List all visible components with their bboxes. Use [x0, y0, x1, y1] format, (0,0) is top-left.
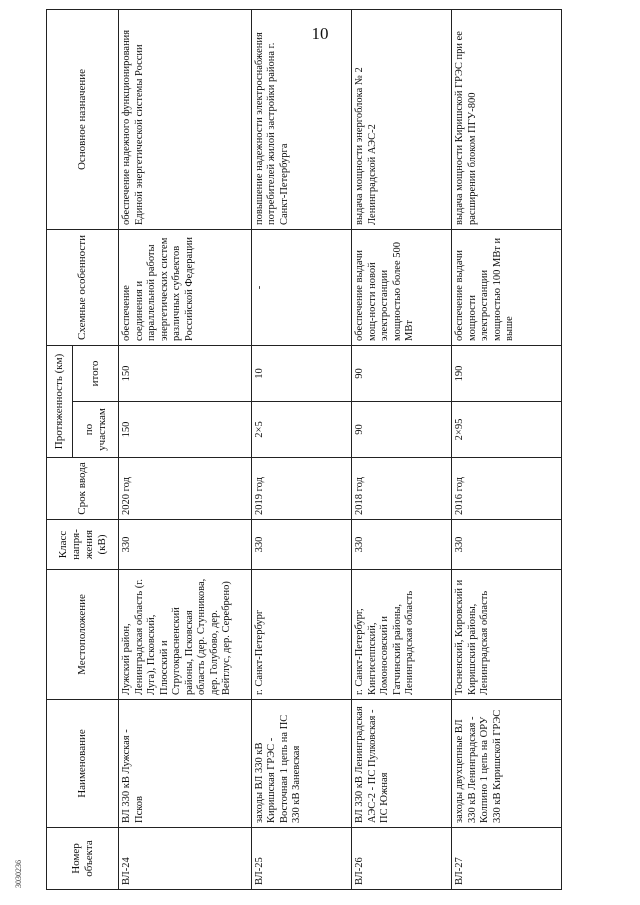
cell-length-by-sections: 90: [352, 402, 452, 458]
cell-purpose: повышение надежности электроснабжения потребителей жилой застройки района г. Санкт-Петербурга: [251, 10, 351, 230]
cell-length-total: 10: [251, 346, 351, 402]
rotated-table-container: [46, 10, 562, 890]
cell-name: ВЛ 330 кВ Лужская - Псков: [119, 700, 252, 828]
cell-commissioning: 2020 год: [119, 458, 252, 520]
cell-commissioning: 2018 год: [352, 458, 452, 520]
header-length-total: итого: [73, 346, 119, 402]
header-location: Местоположение: [47, 570, 119, 700]
cell-name: ВЛ 330 кВ Ленинградская АЭС-2 - ПС Пулковская - ПС Южная: [352, 700, 452, 828]
header-purpose: Основное назначение: [47, 10, 119, 230]
cell-scheme-features: обеспечение выдачи мощ-ности новой электростанции мощностью более 500 МВт: [352, 230, 452, 346]
cell-voltage: 330: [452, 520, 562, 570]
header-name: Наименование: [47, 700, 119, 828]
header-voltage-class: Класс напря-жения (кВ): [47, 520, 119, 570]
header-scheme-features: Схемные особенности: [47, 230, 119, 346]
cell-name: заходы ВЛ 330 кВ Киришская ГРЭС - Восточная 1 цепь на ПС 330 кВ Заневская: [251, 700, 351, 828]
table-row: [251, 10, 351, 890]
cell-purpose: выдача мощности Киришской ГРЭС при ее расширении блоком ПГУ-800: [452, 10, 562, 230]
cell-purpose: обеспечение надежного функционирования Единой энергетической системы России: [119, 10, 252, 230]
cell-object-number: ВЛ-26: [352, 828, 452, 890]
cell-scheme-features: обеспечение выдачи мощности электростанции мощностью 100 МВт и выше: [452, 230, 562, 346]
table-row: [119, 10, 252, 890]
cell-length-by-sections: 150: [119, 402, 252, 458]
cell-voltage: 330: [251, 520, 351, 570]
cell-object-number: ВЛ-25: [251, 828, 351, 890]
table-row: [452, 10, 562, 890]
header-length-by-sections: по участкам: [73, 402, 119, 458]
header-commissioning: Срок ввода: [47, 458, 119, 520]
header-length: Протяженность (км): [47, 346, 73, 458]
cell-object-number: ВЛ-27: [452, 828, 562, 890]
cell-voltage: 330: [352, 520, 452, 570]
cell-length-total: 190: [452, 346, 562, 402]
cell-commissioning: 2019 год: [251, 458, 351, 520]
cell-voltage: 330: [119, 520, 252, 570]
page-number: 10: [311, 24, 329, 43]
cell-location: г. Санкт-Петербург: [251, 570, 351, 700]
cell-location: Лужский район, Ленинградская область (г. Луга), Псковский, Плюсский и Стругокрасненский районы, Псковская область (дер. Стунникова, дер. Голубово, дер. Вейтлус, дер. Серебрено): [119, 570, 252, 700]
header-object-number: Номер объекта: [47, 828, 119, 890]
cell-length-by-sections: 2×5: [251, 402, 351, 458]
cell-length-total: 150: [119, 346, 252, 402]
cell-purpose: выдача мощности энергоблока № 2 Ленинградской АЭС-2: [352, 10, 452, 230]
cell-length-by-sections: 2×95: [452, 402, 562, 458]
cell-name: заходы двухцепные ВЛ 330 кВ Ленинградская - Колпино 1 цепь на ОРУ 330 кВ Киришской ГРЭС: [452, 700, 562, 828]
cell-scheme-features: обеспечение соединения и параллельной работы энергетических систем различных субъектов Российской Федерации: [119, 230, 252, 346]
document-code: 3030236: [14, 860, 23, 888]
power-lines-table: [46, 9, 562, 890]
cell-location: г. Санкт-Петербург, Кингисеппский, Ломоносовский и Гатчинский районы, Ленинградская область: [352, 570, 452, 700]
cell-length-total: 90: [352, 346, 452, 402]
cell-scheme-features: -: [251, 230, 351, 346]
cell-commissioning: 2016 год: [452, 458, 562, 520]
cell-location: Тосненский, Кировский и Киришский районы, Ленинградская область: [452, 570, 562, 700]
cell-object-number: ВЛ-24: [119, 828, 252, 890]
table-row: [352, 10, 452, 890]
